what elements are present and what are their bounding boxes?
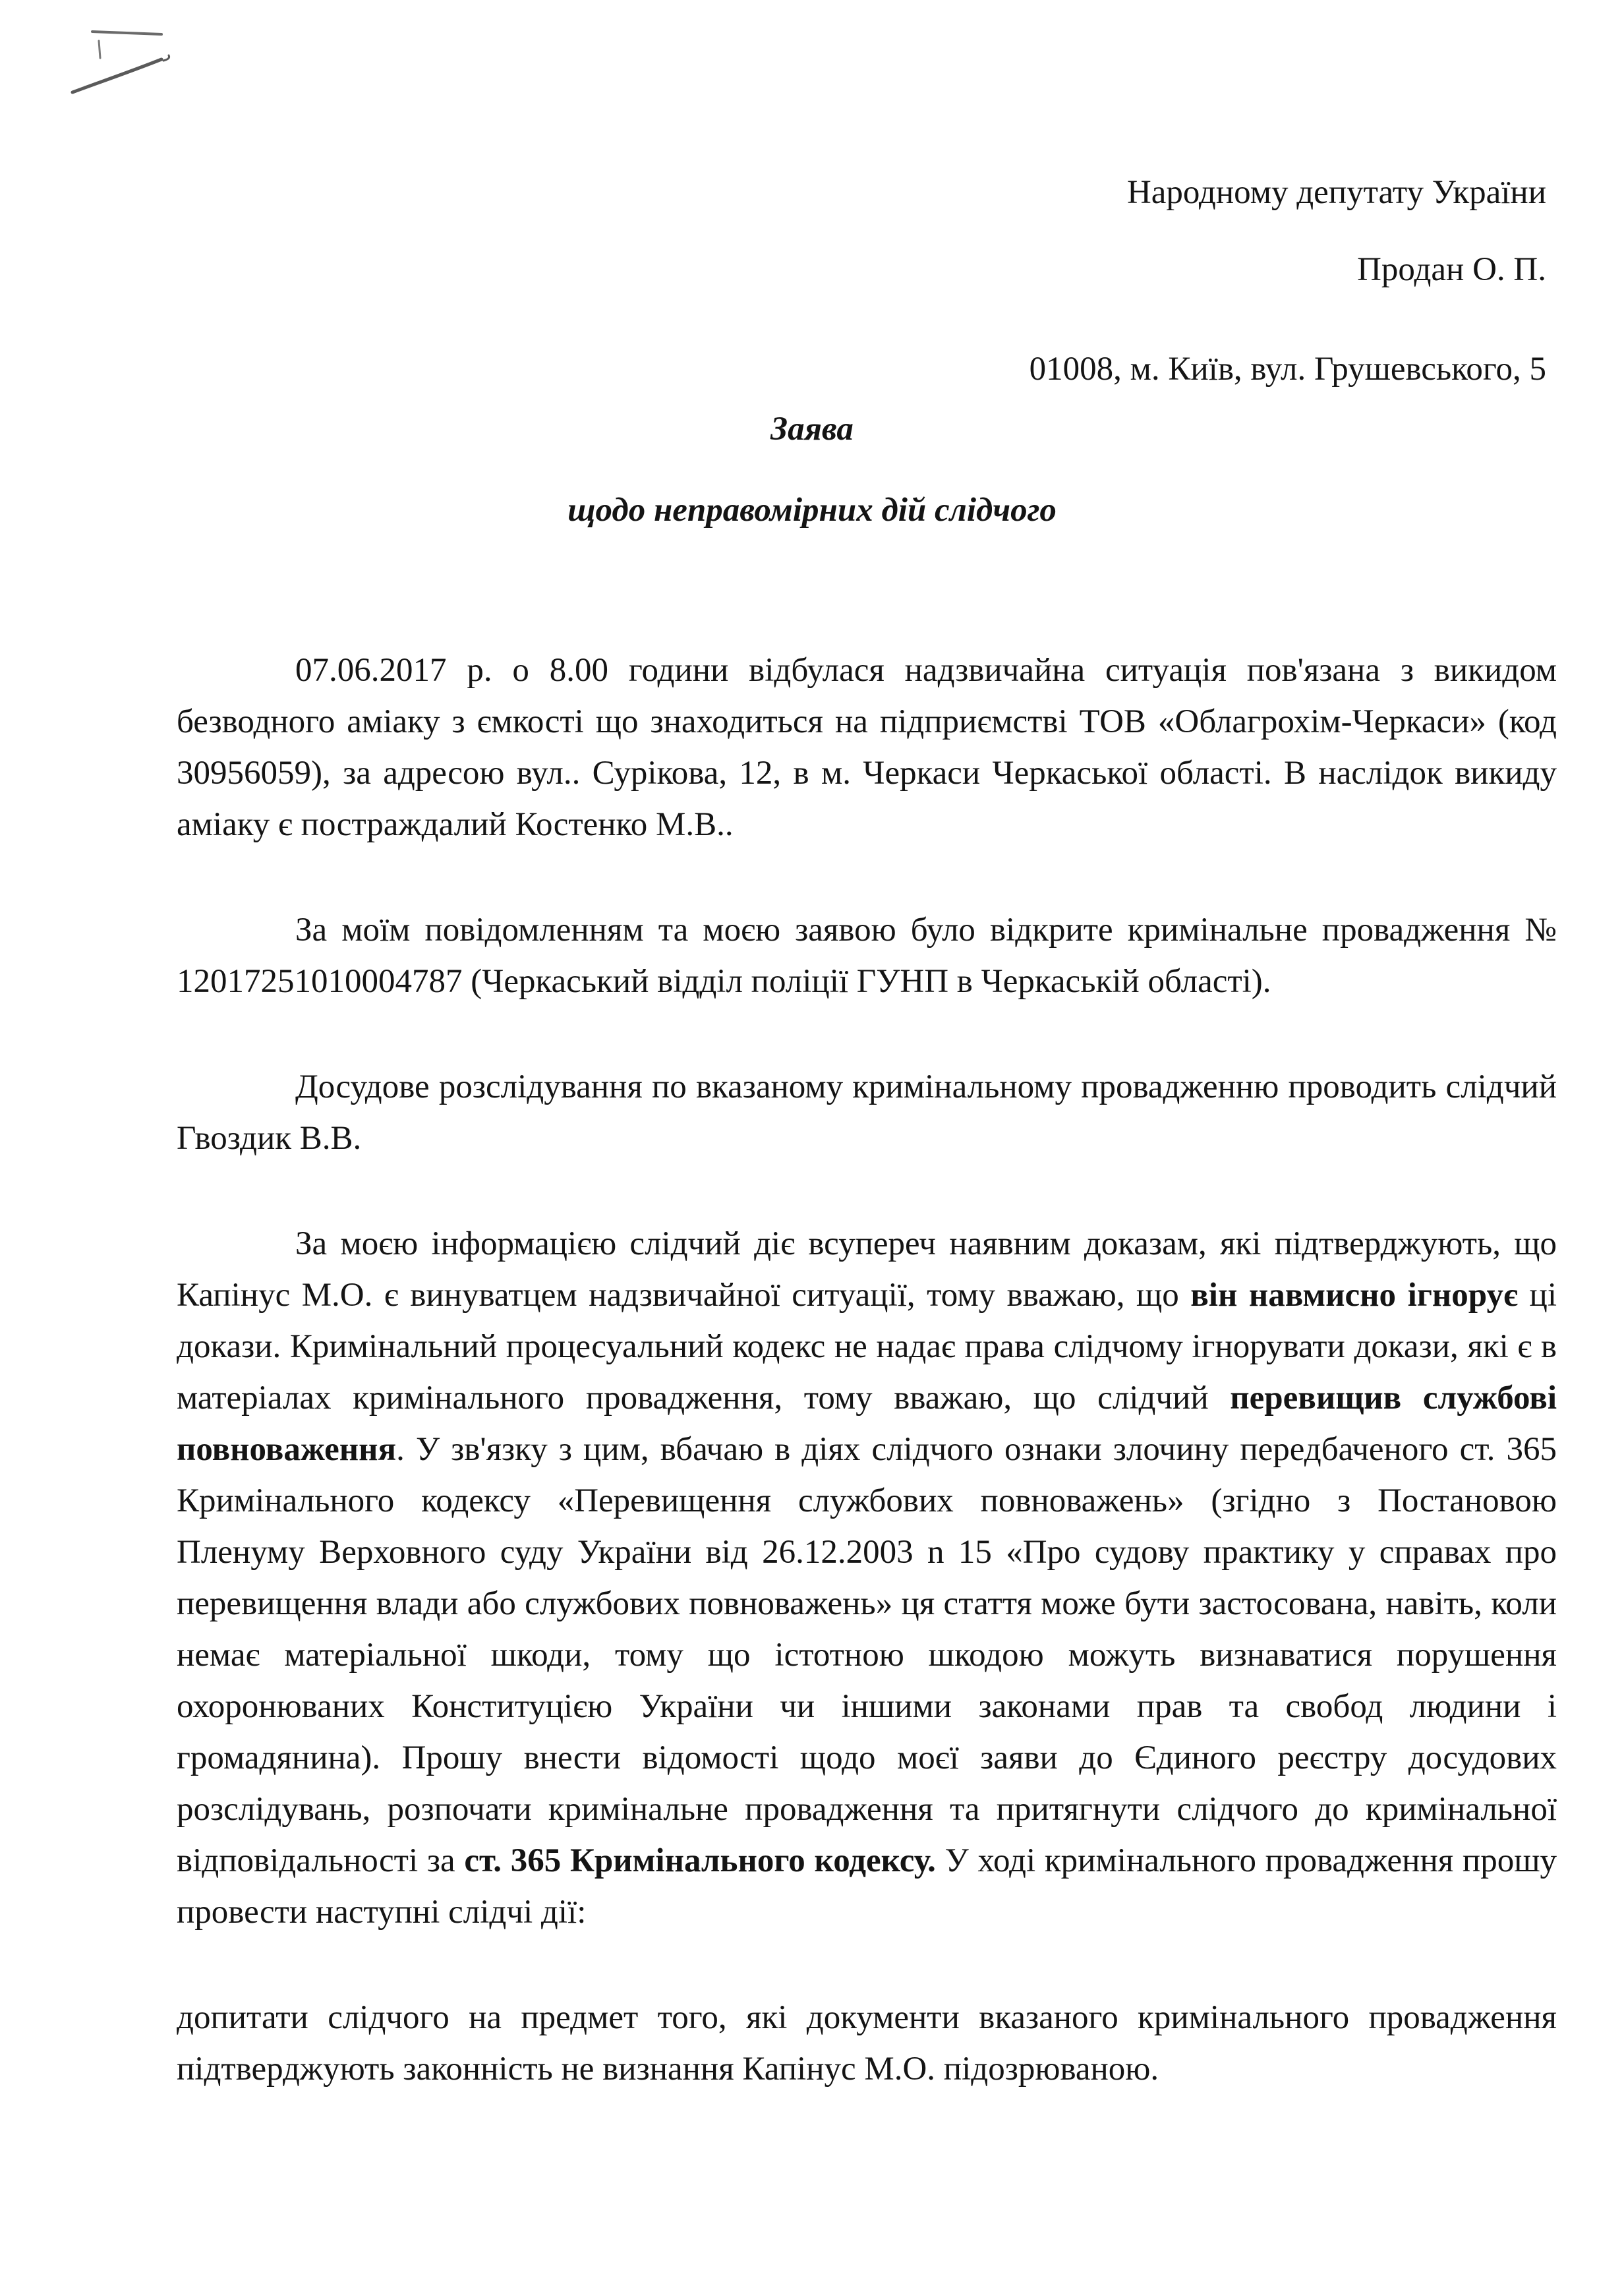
handwritten-mark <box>59 20 185 105</box>
paragraph-investigator: Досудове розслідування по вказаному кримінальному провадженню проводить слідчий Гвоздик В.В. <box>177 1068 1557 1157</box>
paragraph-request <box>177 1218 1557 1938</box>
document-title: Заява <box>770 411 854 448</box>
request-bold-exceeded: перевищив службові повноваження <box>177 1380 1557 1468</box>
addressee-name: Продан О. П. <box>1357 251 1546 288</box>
paragraph-incident: 07.06.2017 р. о 8.00 години відбулася надзвичайна ситуація пов'язана з викидом безводного аміаку з ємкості що знаходиться на підприємстві ТОВ «Облагрохім-Черкаси» (код 30956059), за адресою вул.. Сурікова, 12, в м. Черкаси Черкаської області. В наслідок викиду аміаку є постраждалий Костенко М.В.. <box>177 652 1557 843</box>
paragraph-action: допитати слідчого на предмет того, які документи вказаного кримінального провадження підтверджують законність не визнання Капінус М.О. підозрюваною. <box>177 1999 1557 2088</box>
request-text-1: За моєю інформацією слідчий діє всупереч наявним доказам, які підтверджують, що Капінус М.О. є винуватцем надзвичайної ситуації, тому вважаю, що <box>177 1225 1557 1314</box>
request-bold-ignores: він навмисно ігнорує <box>1190 1277 1519 1314</box>
paragraph-criminal-case: За моїм повідомленням та моєю заявою було відкрите кримінальне провадження № 12017251010004787 (Черкаський відділ поліції ГУНП в Черкаській області). <box>177 912 1557 1000</box>
body-text <box>177 645 1557 2095</box>
request-text-2: ці докази. Кримінальний процесуальний кодекс не надає права слідчому ігнорувати докази, які є в матеріалах кримінального провадження, тому вважаю, що слідчий <box>177 1277 1557 1416</box>
addressee-line: Народному депутату України <box>1126 174 1546 211</box>
addressee-address: 01008, м. Київ, вул. Грушевського, 5 <box>1029 351 1546 388</box>
request-text-4: У ході кримінального провадження прошу провести наступні слідчі дії: <box>177 1842 1557 1931</box>
document-subtitle: щодо неправомірних дій слідчого <box>567 492 1057 529</box>
request-bold-article: ст. 365 Кримінального кодексу. <box>464 1842 936 1879</box>
request-text-3: . У зв'язку з цим, вбачаю в діях слідчого ознаки злочину передбаченого ст. 365 Кримінального кодексу «Перевищення службових повноважень» (згідно з Постановою Пленуму Верховного суду України від 26.12.2003 n 15 «Про судову практику у справах про перевищення влади або службових повноважень» ця стаття може бути застосована, навіть, коли немає матеріальної шкоди, тому що істотною шкодою можуть визнаватися порушення охоронюваних Конституцією України чи іншими законами прав та свобод людини і громадянина). Прошу внести відомості щодо моєї заяви до Єдиного реєстру досудових розслідувань, розпочати кримінальне провадження та притягнути слідчого до кримінальної відповідальності за <box>177 1431 1557 1879</box>
